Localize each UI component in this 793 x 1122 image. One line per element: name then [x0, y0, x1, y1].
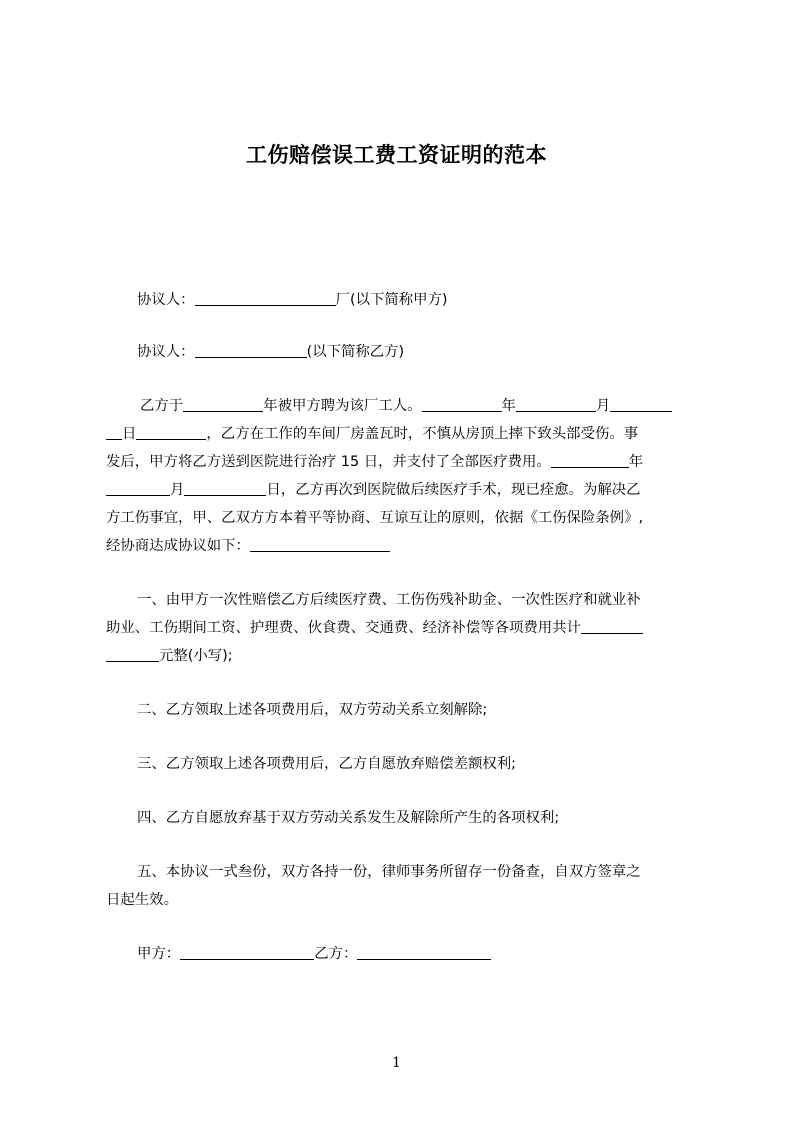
intro-line-3: 发后，甲方将乙方送到医院进行治疗 15 日，并支付了全部医疗费用。 年: [106, 450, 643, 474]
intro-line-5: 方工伤事宜，甲、乙双方方本着平等协商、互谅互让的原则，依据《工伤保险条例》,: [106, 510, 644, 526]
party-b-suffix: (以下简称乙方): [306, 344, 405, 360]
signature-line: [137, 942, 491, 966]
return-month-blank[interactable]: [106, 479, 170, 496]
return-year-blank[interactable]: [551, 451, 629, 468]
party-b-label: 协议人：: [137, 344, 195, 360]
clause-4: 四、乙方自愿放弃基于双方劳动关系发生及解除所产生的各项权利;: [137, 810, 560, 826]
party-a-line: [137, 288, 448, 312]
clause-2: 二、乙方领取上述各项费用后，双方劳动关系立刻解除;: [137, 702, 488, 718]
intro-line-4: 月 日，乙方再次到医院做后续医疗手术，现已痊愈。为解决乙: [106, 478, 641, 502]
clause-1-line-2: 助业、工伤期间工资、护理费、伙食费、交通费、经济补偿等各项费用共计: [106, 616, 643, 640]
document-title: 工伤赔偿误工费工资证明的范本: [246, 143, 547, 167]
party-b-sign-label: 乙方：: [314, 946, 358, 962]
intro-line-6: 经协商达成协议如下：: [106, 534, 390, 558]
clause-5-line-2: 日起生效。: [106, 892, 178, 908]
party-a-suffix: 厂(以下简称甲方): [335, 292, 448, 308]
party-b-sign-blank[interactable]: [357, 943, 491, 960]
party-a-sign-label: 甲方：: [137, 946, 181, 962]
injury-month-blank[interactable]: [516, 395, 596, 412]
party-a-blank[interactable]: [195, 289, 336, 306]
injury-day-blank[interactable]: [610, 395, 672, 412]
party-b-blank[interactable]: [195, 341, 307, 358]
page-number: 1: [392, 1055, 401, 1071]
party-a-sign-blank[interactable]: [180, 943, 314, 960]
party-a-label: 协议人：: [137, 292, 195, 308]
intro-line-1: 乙方于 年被甲方聘为该厂工人。 年 月: [140, 394, 672, 418]
party-b-line: [137, 340, 404, 364]
injury-year-blank[interactable]: [422, 395, 502, 412]
hire-year-blank[interactable]: [183, 395, 263, 412]
intro-line-2: 日 ，乙方在工作的车间厂房盖瓦时，不慎从房顶上摔下致头部受伤。事: [106, 422, 638, 446]
return-day-blank[interactable]: [184, 479, 266, 496]
agreement-blank[interactable]: [250, 535, 390, 552]
clause-1-line-3: 元整(小写);: [106, 644, 233, 668]
clause-3: 三、乙方领取上述各项费用后，乙方自愿放弃赔偿差额权利;: [137, 756, 517, 772]
clause-5-line-1: 五、本协议一式叁份，双方各持一份，律师事务所留存一份备查，自双方签章之: [137, 864, 641, 880]
total-amount-blank[interactable]: [581, 617, 643, 634]
clause-1-line-1: 一、由甲方一次性赔偿乙方后续医疗费、工伤伤残补助金、一次性医疗和就业补: [137, 592, 641, 608]
